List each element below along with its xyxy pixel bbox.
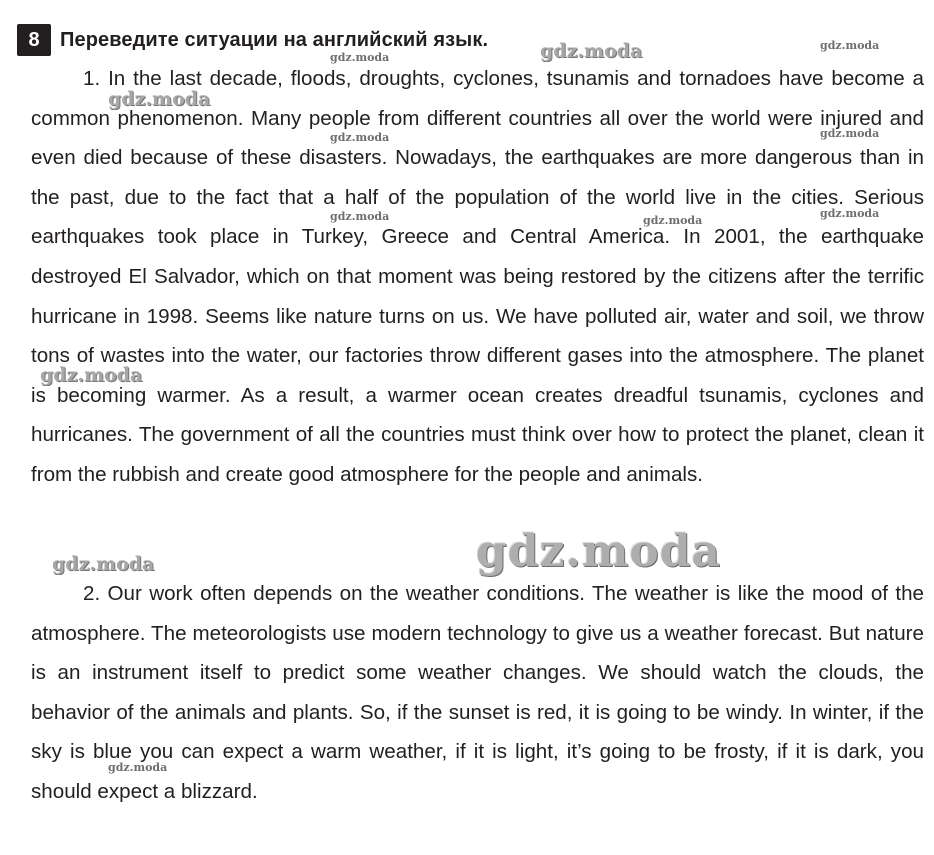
watermark: gdz.moda — [108, 88, 211, 110]
watermark: gdz.moda — [330, 51, 390, 64]
watermark: gdz.moda — [540, 40, 643, 62]
task-number-badge: 8 — [17, 24, 51, 56]
task-header — [17, 24, 488, 56]
watermark: gdz.moda — [643, 214, 703, 227]
task-title: Переведите ситуации на английский язык. — [60, 29, 489, 51]
watermark: gdz.moda — [330, 131, 390, 144]
watermark: gdz.moda — [330, 210, 390, 223]
watermark: gdz.moda — [108, 761, 168, 774]
watermark: gdz.moda — [820, 207, 880, 220]
watermark: gdz.moda — [820, 39, 880, 52]
watermark: gdz.moda — [52, 553, 155, 575]
paragraph-1: 1. In the last decade, floods, droughts, cyclones, tsunamis and tornadoes have become a common phenomenon. Many people from different countries all over the world were injured and even died because of these disasters. Nowadays, the earthquakes are more dangerous than in the past, due to the fact that a half of the population of the world live in the cities. Serious earthquakes took place in Turkey, Greece and Central America. In 2001, the earthquake destroyed El Salvador, which on that moment was being restored by the citizens after the terrific hurricane in 1998. Seems like nature turns on us. We have polluted air, water and soil, we throw tons of wastes into the water, our factories throw different gases into the atmosphere. The planet is becoming warmer. As a result, a warmer ocean creates dreadful tsunamis, cyclones and hurricanes. The government of all the countries must think over how to protect the planet, clean it from the rubbish and create good atmosphere for the people and animals. — [31, 67, 924, 486]
watermark: gdz.moda — [40, 364, 143, 386]
watermark: gdz.moda — [476, 526, 722, 577]
watermark: gdz.moda — [820, 127, 880, 140]
paragraph-2: 2. Our work often depends on the weather conditions. The weather is like the mood of the atmosphere. The meteorologists use modern technology to give us a weather forecast. But nature is an instrument itself to predict some weather changes. We should watch the clouds, the behavior of the animals and plants. So, if the sunset is red, it is going to be windy. In winter, if the sky is blue you can expect a warm weather, if it is light, it’s going to be frosty, if it is dark, you should expect a blizzard. — [31, 582, 924, 803]
